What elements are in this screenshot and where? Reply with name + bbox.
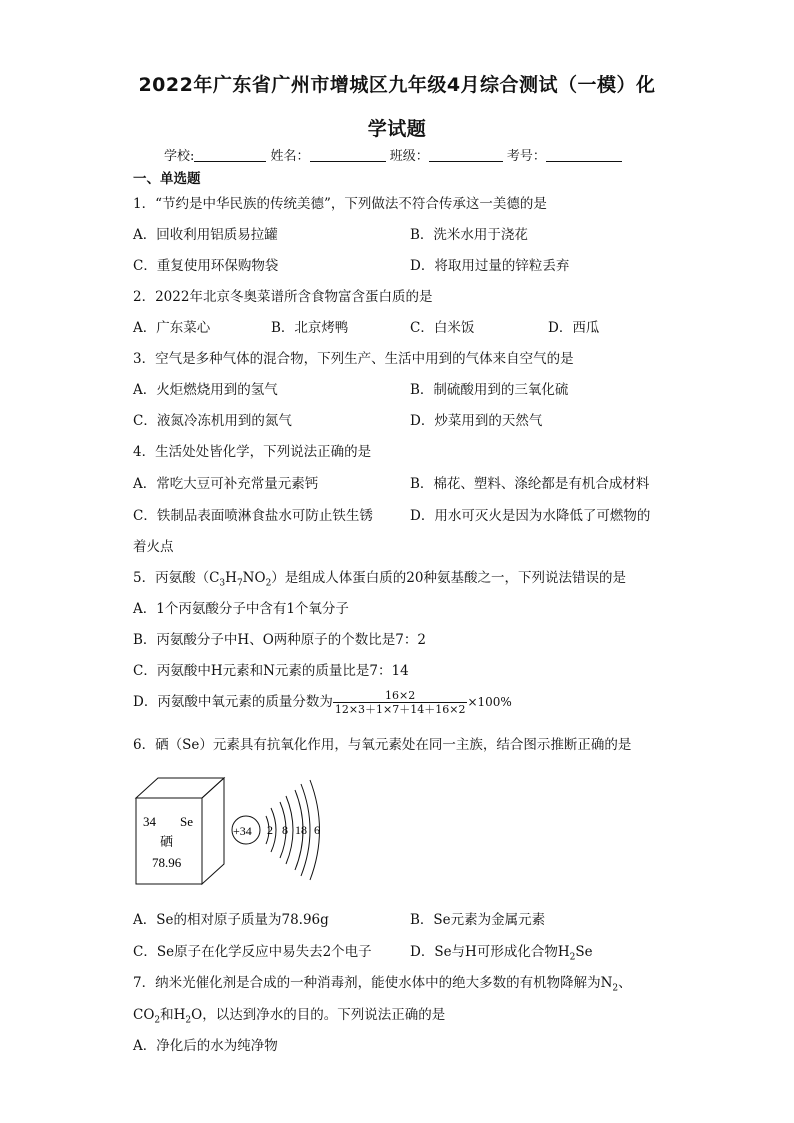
q1-option-c: C．重复使用环保购物袋 [133,258,279,274]
q3-option-d: D．炒菜用到的天然气 [410,413,543,429]
q6-option-d-pre: D．Se与H可形成化合物H [410,944,570,960]
exam-no-label: 考号： [506,149,546,164]
q4-option-b: B．棉花、塑料、涤纶都是有机合成材料 [410,476,650,492]
shell-electrons-3: 18 [295,823,307,837]
question-1-stem: 1．“节约是中华民族的传统美德”，下列做法不符合传承这一美德的是 [133,196,547,212]
school-label: 学校: [164,149,195,164]
q5-option-d-suffix: ×100% [467,695,512,709]
question-4-stem: 4．生活处处皆化学，下列说法正确的是 [133,444,372,460]
q2-option-a: A．广东菜心 [133,320,211,336]
q4-option-d-continuation: 着火点 [133,539,174,555]
q5-stem-pre: 5．丙氨酸（C [133,570,220,586]
q1-option-d: D．将取用过量的锌粒丢弃 [410,258,570,274]
q2-option-b: B．北京烤鸭 [271,320,349,336]
q7-stem-line1-pre: 7．纳米光催化剂是合成的一种消毒剂，能使水体中的绝大多数的有机物降解为N [133,975,613,991]
question-5-stem: 5．丙氨酸$(C_3H_7NO_2)$是组成人体蛋白质的20种氨基酸之一，下列说法错误的是 [133,570,626,589]
shell-electrons-2: 8 [282,823,288,837]
fraction-numerator: 16×2 [333,689,468,703]
fraction-denominator: 12×3＋1×7＋14＋16×2 [334,703,466,716]
q3-option-c: C．液氮冷冻机用到的氮气 [133,413,292,429]
q2-option-c: C．白米饭 [410,320,475,336]
atomic-mass: 78.96 [152,855,182,870]
question-7-stem-line2: $CO_2$和$H_2O$，以达到净水的目的。下列说法正确的是 [133,1007,446,1026]
q5-stem-post: ）是组成人体蛋白质的20种氨基酸之一，下列说法错误的是 [271,570,626,586]
school-blank[interactable] [194,147,266,162]
section-title: 一、单选题 [133,171,201,187]
q1-option-a: A．回收利用铝质易拉罐 [133,227,278,243]
mass-fraction-formula [333,689,468,716]
selenium-diagram [130,770,330,894]
q6-option-d: D．Se与H可形成化合物$H_2Se$ [410,944,593,963]
q3-option-b: B．制硫酸用到的三氧化硫 [410,382,569,398]
shell-electrons-4: 6 [314,823,320,837]
q4-option-a: A．常吃大豆可补充常量元素钙 [133,476,319,492]
q5-option-d-prefix: D．丙氨酸中氧元素的质量分数为 [133,694,333,710]
q6-option-c: C．Se原子在化学反应中易失去2个电子 [133,944,372,960]
page-title-line2: 学试题 [367,118,427,140]
class-blank[interactable] [429,147,503,162]
q4-option-c: C．铁制品表面喷淋食盐水可防止铁生锈 [133,508,373,524]
element-symbol: Se [180,814,193,829]
exam-no-blank[interactable] [546,147,622,162]
class-label: 班级： [389,149,429,164]
name-label: 姓名： [270,149,310,164]
q4-option-d: D．用水可灭火是因为水降低了可燃物的 [410,508,651,524]
q5-option-b: B．丙氨酸分子中H、O两种原子的个数比是7：2 [133,632,426,648]
page-title-line1: 2022年广东省广州市增城区九年级4月综合测试（一模）化 [138,74,656,96]
nucleus-charge: +34 [233,824,252,838]
q5-option-d [133,689,512,716]
q5-option-c: C．丙氨酸中H元素和N元素的质量比是7：14 [133,663,409,679]
question-2-stem: 2．2022年北京冬奥菜谱所含食物富含蛋白质的是 [133,289,433,305]
q2-option-d: D．西瓜 [548,320,600,336]
q5-option-a: A．1个丙氨酸分子中含有1个氧分子 [133,601,349,617]
name-blank[interactable] [310,147,386,162]
q7-option-a: A．净化后的水为纯净物 [133,1038,278,1054]
element-name: 硒 [160,834,174,849]
question-6-stem: 6．硒（Se）元素具有抗氧化作用，与氧元素处在同一主族，结合图示推断正确的是 [133,737,632,753]
atomic-number: 34 [143,814,156,829]
q6-option-b: B．Se元素为金属元素 [410,912,546,928]
q6-option-a: A．Se的相对原子质量为78.96g [133,912,329,928]
q7-stem-line2-post: O，以达到净水的目的。下列说法正确的是 [191,1007,446,1023]
q3-option-a: A．火炬燃烧用到的氢气 [133,382,278,398]
q1-option-b: B．洗米水用于浇花 [410,227,528,243]
q7-stem-line2-mid: 和H [160,1007,186,1023]
question-3-stem: 3．空气是多种气体的混合物，下列生产、生活中用到的气体来自空气的是 [133,351,574,367]
student-info-line [164,145,622,164]
question-7-stem-line1: 7．纳米光催化剂是合成的一种消毒剂，能使水体中的绝大多数的有机物降解为$N_2$、 [133,975,632,994]
q6-option-d-post: Se [575,944,593,960]
shell-electrons-1: 2 [267,823,273,837]
